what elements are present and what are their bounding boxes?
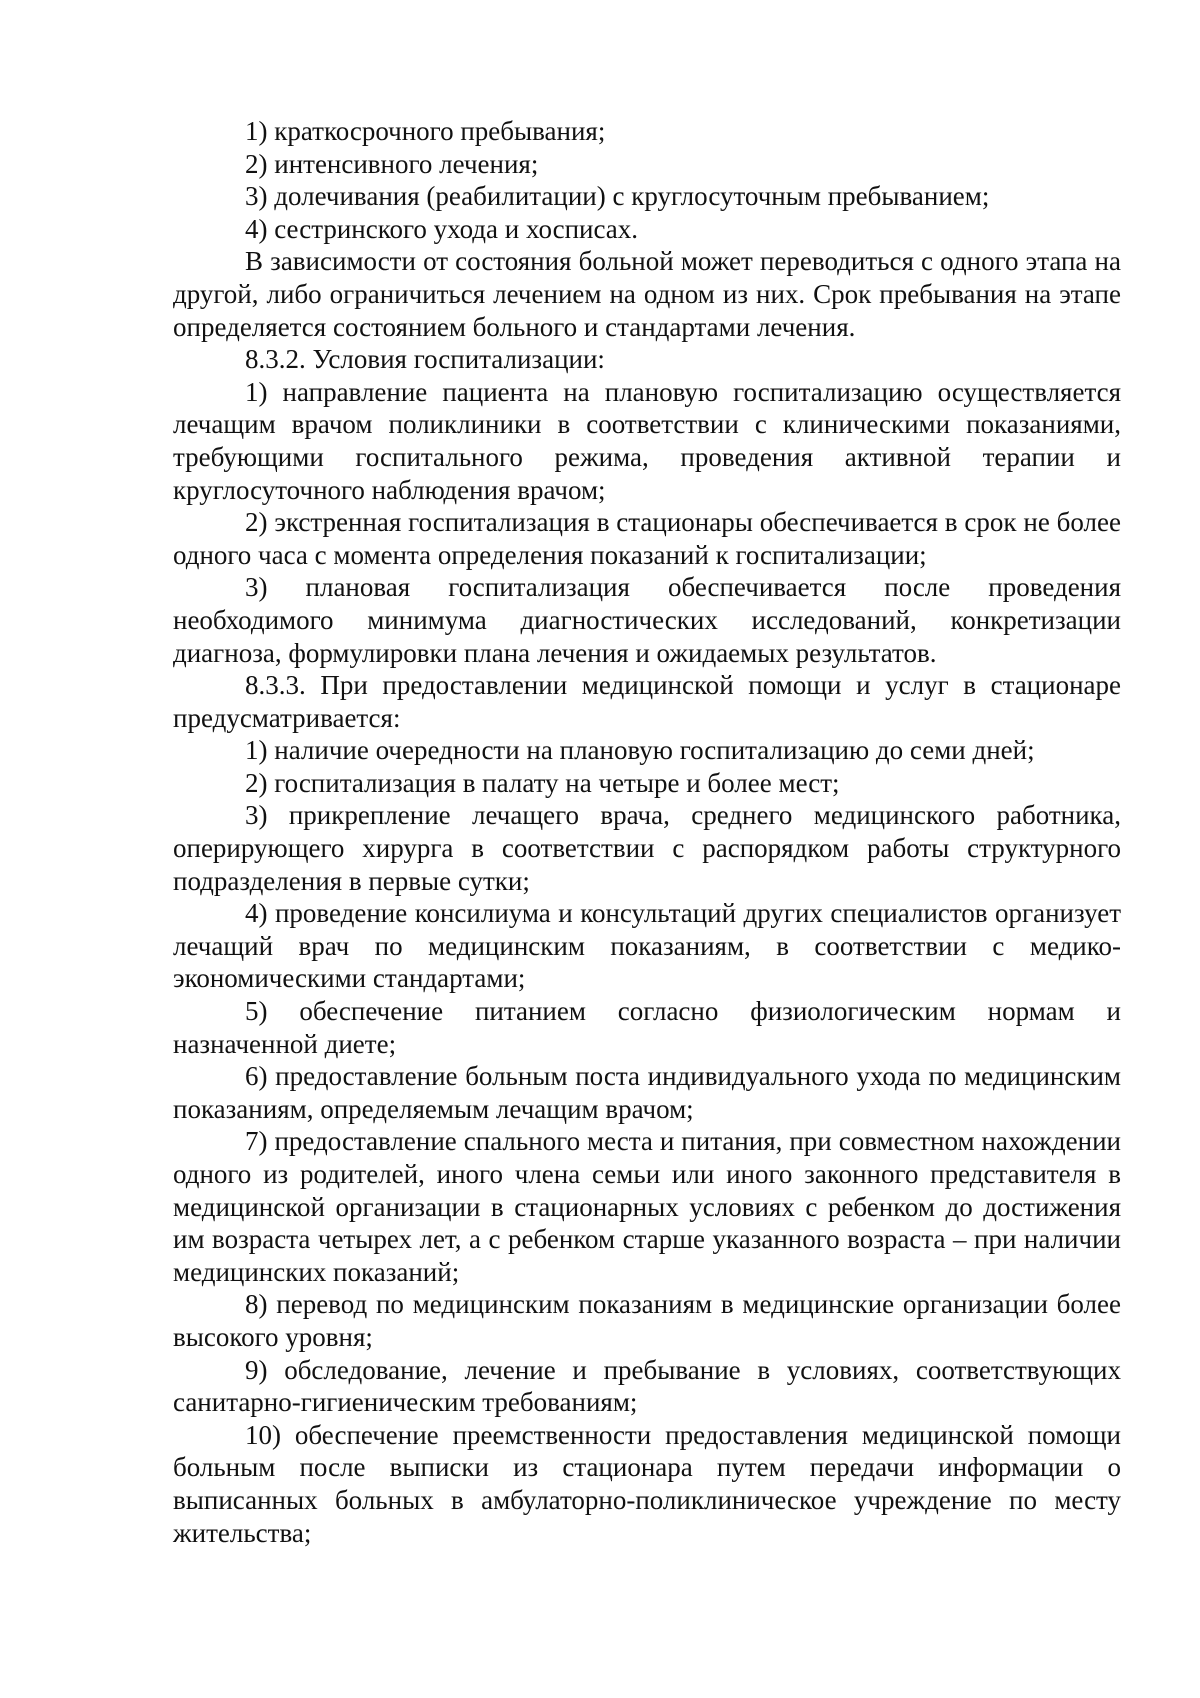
list-item: 2) интенсивного лечения; bbox=[245, 148, 539, 179]
list-item: 3) долечивания (реабилитации) с круглосуточным пребыванием; bbox=[245, 181, 990, 212]
list-item: 1) направление пациента на плановую госпитализацию осуществляется лечащим врачом поликлиники в соответствии с клиническими показаниями, требующими госпитального режима, проведения активной терапии и круглосуточного наблюдения врачом; bbox=[173, 376, 1121, 505]
document-body bbox=[173, 115, 1121, 1549]
list-item: 8) перевод по медицинским показаниям в медицинские организации более высокого уровня; bbox=[173, 1289, 1121, 1352]
list-item: 2) госпитализация в палату на четыре и более мест; bbox=[245, 767, 840, 798]
section-heading: 8.3.3. При предоставлении медицинской помощи и услуг в стационаре предусматривается: bbox=[173, 670, 1121, 733]
list-item: 2) экстренная госпитализация в стационары обеспечивается в срок не более одного часа с момента определения показаний к госпитализации; bbox=[173, 507, 1121, 570]
list-item: 6) предоставление больным поста индивидуального ухода по медицинским показаниям, определяемым лечащим врачом; bbox=[173, 1061, 1121, 1124]
list-item: 3) прикрепление лечащего врача, среднего медицинского работника, оперирующего хирурга в соответствии с распорядком работы структурного подразделения в первые сутки; bbox=[173, 800, 1121, 896]
list-item: 10) обеспечение преемственности предоставления медицинской помощи больным после выписки из стационара путем передачи информации о выписанных больных в амбулаторно-поликлиническое учреждение по месту жительства; bbox=[173, 1419, 1121, 1548]
list-item: 1) краткосрочного пребывания; bbox=[245, 116, 606, 146]
list-item: 7) предоставление спального места и питания, при совместном нахождении одного из родителей, иного члена семьи или иного законного представителя в медицинской организации в стационарных условиях с ребенком до достижения им возраста четырех лет, а с ребенком старше указанного возраста – при наличии медицинских показаний; bbox=[173, 1126, 1121, 1287]
paragraph: В зависимости от состояния больной может переводиться с одного этапа на другой, либо ограничиться лечением на одном из них. Срок пребывания на этапе определяется состоянием больного и стандартами лечения. bbox=[173, 246, 1121, 342]
list-item: 1) наличие очередности на плановую госпитализацию до семи дней; bbox=[245, 735, 1035, 766]
list-item: 3) плановая госпитализация обеспечивается после проведения необходимого минимума диагностических исследований, конкретизации диагноза, формулировки плана лечения и ожидаемых результатов. bbox=[173, 572, 1121, 668]
list-item: 9) обследование, лечение и пребывание в условиях, соответствующих санитарно-гигиеническим требованиям; bbox=[173, 1354, 1121, 1418]
list-item: 4) сестринского ухода и хосписах. bbox=[245, 213, 639, 244]
section-heading: 8.3.2. Условия госпитализации: bbox=[245, 344, 605, 375]
list-item: 4) проведение консилиума и консультаций других специалистов организует лечащий врач по медицинским показаниям, в соответствии с медико-экономическими стандартами; bbox=[173, 898, 1121, 994]
list-item: 5) обеспечение питанием согласно физиологическим нормам и назначенной диете; bbox=[173, 996, 1121, 1059]
